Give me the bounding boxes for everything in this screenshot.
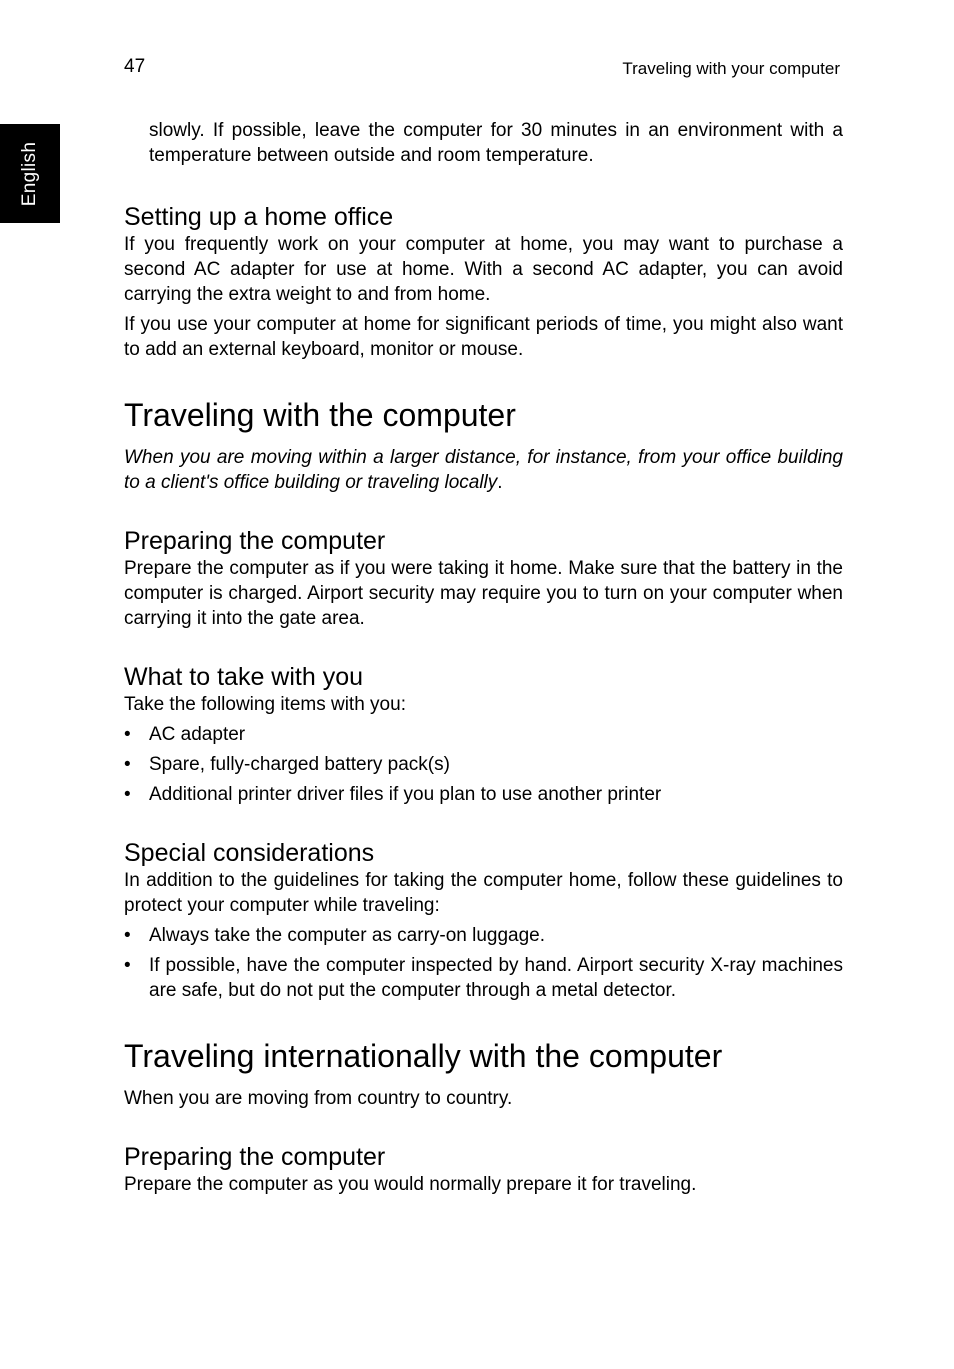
bullet-icon: •: [124, 784, 131, 805]
list-item-text: Spare, fully-charged battery pack(s): [149, 754, 450, 775]
list-item: [124, 752, 843, 777]
take-with-intro: Take the following items with you:: [124, 694, 406, 715]
list-item-text: Additional printer driver files if you plan to use another printer: [149, 784, 662, 805]
heading-special-considerations: Special considerations: [124, 839, 375, 867]
continuation-paragraph: slowly. If possible, leave the computer for 30 minutes in an environment with a temperature between outside and room temperature.: [149, 120, 843, 166]
traveling-intro-italic: When you are moving within a larger distance, for instance, from your office building to a client's office building or traveling locally: [124, 447, 843, 493]
home-office-paragraph-2: If you use your computer at home for significant periods of time, you might also want to add an external keyboard, monitor or mouse.: [124, 314, 843, 360]
language-tab: [0, 124, 60, 223]
page-number: 47: [124, 56, 146, 77]
home-office-paragraph-1: If you frequently work on your computer at home, you may want to purchase a second AC adapter for use at home. With a second AC adapter, you can avoid carrying the extra weight to and from home.: [124, 234, 843, 305]
list-item-text: Always take the computer as carry-on luggage.: [149, 925, 546, 946]
page-content: [124, 118, 843, 1197]
list-item-text: AC adapter: [149, 724, 246, 745]
heading-preparing-computer-international: Preparing the computer: [124, 1143, 386, 1171]
list-item-text: If possible, have the computer inspected by hand. Airport security X-ray machines are safe, but do not put the computer through a metal detector.: [149, 955, 843, 1001]
traveling-intro-end: .: [497, 472, 503, 493]
heading-traveling: Traveling with the computer: [124, 397, 516, 433]
heading-home-office: Setting up a home office: [124, 203, 394, 231]
running-header: Traveling with your computer: [622, 59, 840, 78]
bullet-icon: •: [124, 925, 131, 946]
special-list: [124, 923, 843, 1003]
traveling-intro: [124, 445, 843, 495]
bullet-icon: •: [124, 955, 131, 976]
bullet-icon: •: [124, 724, 131, 745]
international-intro: When you are moving from country to country.: [124, 1088, 513, 1109]
heading-traveling-internationally: Traveling internationally with the computer: [124, 1038, 723, 1074]
list-item: [124, 923, 843, 948]
preparing-paragraph: Prepare the computer as if you were taking it home. Make sure that the battery in the computer is charged. Airport security may require you to turn on your computer when carrying it into the gate area.: [124, 558, 843, 629]
list-item: [124, 722, 843, 747]
bullet-icon: •: [124, 754, 131, 775]
list-item: [124, 782, 843, 807]
list-item: [124, 953, 843, 1003]
heading-what-to-take: What to take with you: [124, 663, 364, 691]
heading-preparing-computer: Preparing the computer: [124, 527, 386, 555]
take-with-list: [124, 722, 843, 807]
language-tab-label: English: [19, 141, 40, 207]
special-intro: In addition to the guidelines for taking the computer home, follow these guidelines to protect your computer while traveling:: [124, 870, 843, 916]
international-preparing-paragraph: Prepare the computer as you would normally prepare it for traveling.: [124, 1174, 697, 1195]
